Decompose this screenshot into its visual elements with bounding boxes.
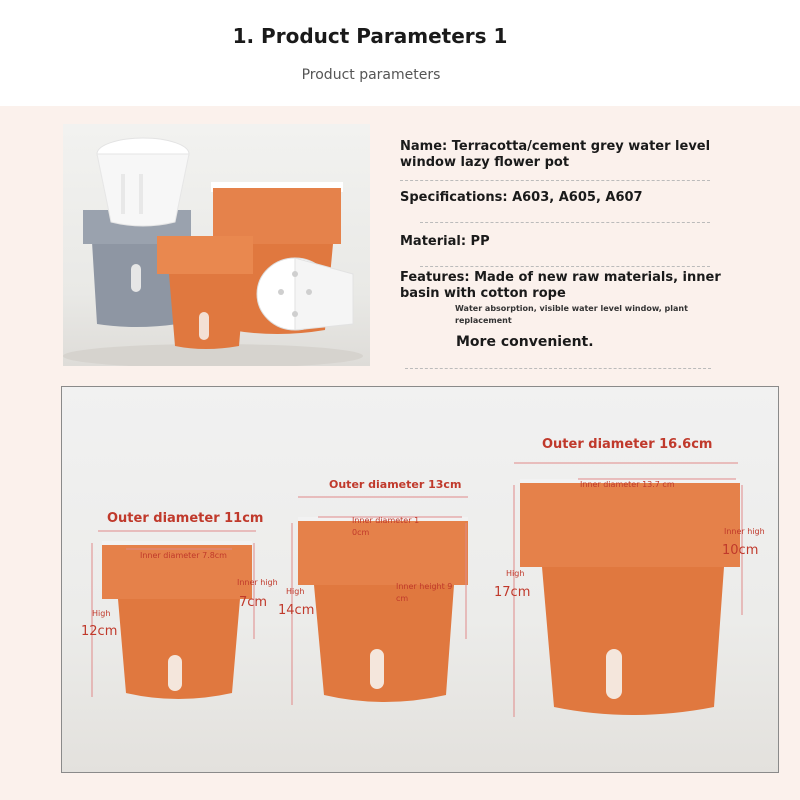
pot1-outer-diameter: Outer diameter 11cm: [107, 511, 264, 526]
pot-large: [520, 479, 740, 715]
spec-features-detail: Water absorption, visible water level window, plant replacement: [455, 304, 688, 325]
pot1-inner-diameter: Inner diameter 7.8cm: [140, 551, 227, 560]
pot1-inner-high-value: 7cm: [239, 595, 268, 610]
divider: [420, 266, 710, 267]
white-basin-right: [257, 258, 353, 330]
pot2-high-label: High: [286, 587, 305, 596]
pot2-inner-diameter: Inner diameter 1 0cm: [352, 516, 420, 537]
divider: [420, 222, 710, 223]
pot3-high-label: High: [506, 569, 525, 578]
divider: [400, 180, 710, 181]
pot3-inner-diameter: Inner diameter 13.7 cm: [580, 480, 675, 489]
divider: [405, 368, 711, 369]
pot3-high-value: 17cm: [494, 585, 531, 600]
pot-medium: [298, 517, 468, 702]
pot2-inner-height: Inner height 9 cm: [396, 582, 453, 603]
small-orange-pot: [157, 236, 253, 349]
dimension-panel: [61, 386, 779, 773]
page-title: 1. Product Parameters 1: [232, 24, 508, 48]
header: [0, 0, 800, 106]
product-photo: [63, 124, 370, 366]
white-basin-left: [97, 138, 189, 226]
pot3-inner-high-value: 10cm: [722, 543, 759, 558]
pot1-inner-high-label: Inner high: [237, 578, 278, 587]
pot3-inner-high-label: Inner high: [724, 527, 765, 536]
spec-features: Features: Made of new raw materials, inner basin with cotton rope: [400, 270, 721, 301]
spec-convenience: More convenient.: [456, 334, 594, 350]
pot3-outer-diameter: Outer diameter 16.6cm: [542, 437, 713, 452]
pot1-high-value: 12cm: [81, 624, 118, 639]
pot1-high-label: High: [92, 609, 111, 618]
page-subtitle: Product parameters: [301, 67, 441, 83]
pot-small: [102, 541, 252, 699]
spec-material: Material: PP: [400, 234, 490, 249]
spec-name: Name: Terracotta/cement grey water level window lazy flower pot: [400, 139, 711, 170]
pot2-high-value: 14cm: [278, 603, 315, 618]
pot2-outer-diameter: Outer diameter 13cm: [329, 478, 462, 491]
product-photo-illustration: [63, 124, 370, 366]
spec-specifications: Specifications: A603, A605, A607: [400, 190, 643, 205]
